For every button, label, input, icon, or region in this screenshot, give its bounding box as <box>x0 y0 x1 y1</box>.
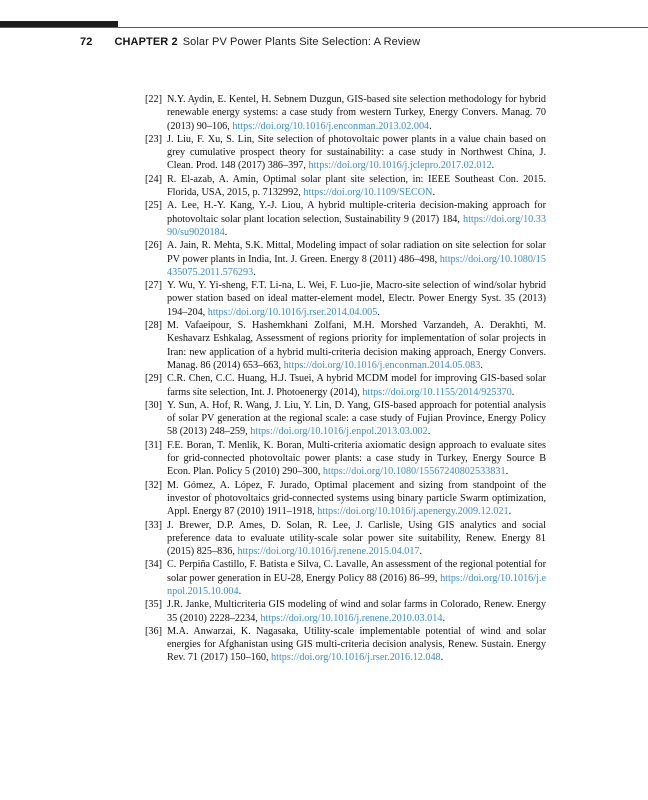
reference-text-segment: . <box>429 120 432 132</box>
reference-text-segment: J.R. Janke, Multicriteria GIS modeling of wind and solar farms in Colorado, Renew. Energy 35 (2010) 2228–2234, <box>167 599 546 624</box>
reference-text-segment: N.Y. Aydin, E. Kentel, H. Sebnem Duzgun, GIS-based site selection methodology for hybrid renewable energy systems: a case study from western Turkey, Energy Convers. Manag. 70 (2013) 90–106, <box>167 94 546 132</box>
reference-text-segment: M. Vafaeipour, S. Hashemkhani Zolfani, M.H. Morshed Varzandeh, A. Derakhti, M. Keshavarz Eshkalag, Assessment of regions priority for implementation of solar projects in Iran: new application of a hybrid multi-criteria decision making approach, Energy Convers. Manag. 86 (2014) 653–663, <box>167 320 546 371</box>
reference-item <box>145 625 546 665</box>
reference-text-segment: A. Jain, R. Mehta, S.K. Mittal, Modeling impact of solar radiation on site selection for solar PV power plants in India, Int. J. Green. Energy 8 (2011) 486–498, <box>167 240 546 265</box>
reference-item <box>145 319 546 372</box>
reference-text-segment: . <box>238 585 242 597</box>
reference-item <box>145 439 546 479</box>
reference-text-segment: A. Lee, H.-Y. Kang, Y.-J. Liou, A hybrid multiple-criteria decision-making approach for photovoltaic solar plant location selection, Sustainability 9 (2017) 184, <box>167 200 546 225</box>
reference-text-segment: . <box>253 266 256 278</box>
reference-item <box>145 133 546 173</box>
doi-link[interactable]: https://doi.org/10.1155/2014/925370 <box>362 386 512 398</box>
reference-number: [35] <box>145 599 162 611</box>
reference-number: [36] <box>145 625 162 637</box>
reference-text-segment: . <box>432 187 436 199</box>
reference-text-segment: . <box>505 466 509 478</box>
page-number: 72 <box>80 36 93 48</box>
doi-link[interactable]: https://doi.org/10.1016/j.enconman.2013.02.004 <box>232 120 430 132</box>
reference-item <box>145 479 546 519</box>
reference-text-segment: . <box>442 612 445 624</box>
reference-item <box>145 519 546 559</box>
doi-link[interactable]: https://doi.org/10.3390/su9020184 <box>167 213 546 238</box>
reference-text-segment: C. Perpiña Castillo, F. Batista e Silva, C. Lavalle, An assessment of the regional potential for solar power generation in EU-28, Energy Policy 88 (2016) 86–99, <box>167 559 546 584</box>
doi-link[interactable]: https://doi.org/10.1016/j.enpol.2013.03.002 <box>250 426 428 438</box>
reference-text-segment: . <box>419 546 423 558</box>
doi-link[interactable]: https://doi.org/10.1016/j.renene.2015.04.017 <box>237 546 420 558</box>
chapter-title: Solar PV Power Plants Site Selection: A Review <box>182 36 421 48</box>
reference-text-segment: F.E. Boran, T. Menlik, K. Boran, Multi-criteria axiomatic design approach to evaluate sites for grid-connected photovoltaic power plants: a case study in Turkey, Energy Source B Econ. Plan. Policy 5 (2010) 290–300, <box>167 439 546 478</box>
reference-text <box>167 319 546 372</box>
doi-link[interactable]: https://doi.org/10.1016/j.rser.2014.04.005 <box>207 306 378 318</box>
reference-item <box>145 279 546 319</box>
reference-text <box>167 519 546 559</box>
reference-text-segment: C.R. Chen, C.C. Huang, H.J. Tsuei, A hybrid MCDM model for improving GIS-based solar farms site selection, Int. J. Photoenergy (2014), <box>167 373 546 398</box>
reference-item <box>145 598 546 625</box>
reference-text <box>167 558 546 598</box>
reference-text-segment: . <box>511 386 515 398</box>
reference-text <box>167 399 546 439</box>
doi-link[interactable]: https://doi.org/10.1016/j.renene.2010.03.014 <box>260 612 443 624</box>
reference-item <box>145 399 546 439</box>
reference-item <box>145 558 546 598</box>
reference-number: [26] <box>145 240 162 252</box>
reference-text-segment: . <box>508 506 512 518</box>
reference-number: [30] <box>145 399 162 411</box>
doi-link[interactable]: https://doi.org/10.1016/j.rser.2016.12.048 <box>271 652 441 664</box>
doi-link[interactable]: https://doi.org/10.1109/SECON <box>303 187 433 199</box>
reference-number: [28] <box>145 320 162 332</box>
reference-number: [29] <box>145 373 162 385</box>
reference-text <box>167 173 546 200</box>
reference-number: [25] <box>145 200 162 212</box>
reference-item <box>145 239 546 279</box>
reference-text <box>167 239 546 279</box>
doi-link[interactable]: https://doi.org/10.1080/15567240802533831 <box>322 466 506 478</box>
reference-text-segment: . <box>480 359 483 371</box>
running-header <box>80 36 420 48</box>
header-rule <box>0 27 648 28</box>
reference-text-segment: R. El-azab, A. Amin, Optimal solar plant site selection, in: IEEE Southeast Con. 2015. Florida, USA, 2015, p. 7132992, <box>167 173 546 199</box>
reference-text <box>167 93 546 133</box>
references-list <box>145 93 546 665</box>
doi-link[interactable]: https://doi.org/10.1080/15435075.2011.576293 <box>167 253 546 278</box>
reference-text-segment: . <box>491 160 495 172</box>
doi-link[interactable]: https://doi.org/10.1016/j.enconman.2014.05.083 <box>283 359 481 371</box>
reference-text <box>167 439 546 479</box>
reference-text <box>167 625 546 665</box>
reference-item <box>145 372 546 399</box>
doi-link[interactable]: https://doi.org/10.1016/j.enpol.2015.10.004 <box>167 572 546 597</box>
reference-text <box>167 279 546 319</box>
reference-text-segment: . <box>427 426 431 438</box>
reference-text-segment: J. Liu, F. Xu, S. Lin, Site selection of photovoltaic power plants in a value chain based on grey cumulative prospect theory for sustainability: a case study in Northwest China, J. Clean. Prod. 148 (2017) 386–397, <box>167 133 546 172</box>
reference-number: [22] <box>145 94 162 105</box>
reference-text <box>167 598 546 625</box>
reference-number: [33] <box>145 519 162 531</box>
reference-number: [24] <box>145 173 162 185</box>
reference-item <box>145 173 546 200</box>
reference-text-segment: M. Gómez, A. López, F. Jurado, Optimal placement and sizing from standpoint of the investor of photovoltaics grid-connected systems using binary particle Swarm optimization, Appl. Energy 87 (2010) 1911–1918, <box>167 479 546 518</box>
doi-link[interactable]: https://doi.org/10.1016/j.apenergy.2009.12.021 <box>317 506 509 518</box>
reference-text <box>167 372 546 399</box>
reference-number: [31] <box>145 439 162 451</box>
reference-number: [27] <box>145 280 162 292</box>
reference-item <box>145 93 546 133</box>
reference-item <box>145 199 546 239</box>
reference-text <box>167 133 546 173</box>
reference-text <box>167 479 546 519</box>
reference-number: [23] <box>145 133 162 145</box>
reference-text-segment: J. Brewer, D.P. Ames, D. Solan, R. Lee, J. Carlisle, Using GIS analytics and social preference data to evaluate utility-scale solar power site suitability, Renew. Energy 81 (2015) 825–836, <box>167 519 546 558</box>
reference-number: [32] <box>145 479 162 491</box>
reference-text-segment: . <box>440 652 444 664</box>
reference-text-segment: M.A. Anwarzai, K. Nagasaka, Utility-scale implementable potential of wind and solar energies for Afghanistan using GIS multi-criteria decision analysis, Renew. Sustain. Energy Rev. 71 (2017) 150–160, <box>167 625 546 664</box>
reference-text-segment: . <box>224 226 228 238</box>
doi-link[interactable]: https://doi.org/10.1016/j.jclepro.2017.02.012 <box>308 160 492 172</box>
reference-text-segment: . <box>377 306 380 318</box>
reference-text-segment: Y. Sun, A. Hof, R. Wang, J. Liu, Y. Lin, D. Yang, GIS-based approach for potential analysis of solar PV generation at the regional scale: a case study of Fujian Province, Energy Policy 58 (2013) 248–259, <box>167 399 546 438</box>
reference-number: [34] <box>145 559 162 571</box>
reference-text <box>167 199 546 239</box>
reference-text-segment: Y. Wu, Y. Yi-sheng, F.T. Li-na, L. Wei, F. Luo-jie, Macro-site selection of wind/solar hybrid power station based on ideal matter-element model, Electr. Power Energy Syst. 35 (2013) 194–204, <box>167 280 546 318</box>
chapter-label: CHAPTER 2 <box>114 36 178 48</box>
